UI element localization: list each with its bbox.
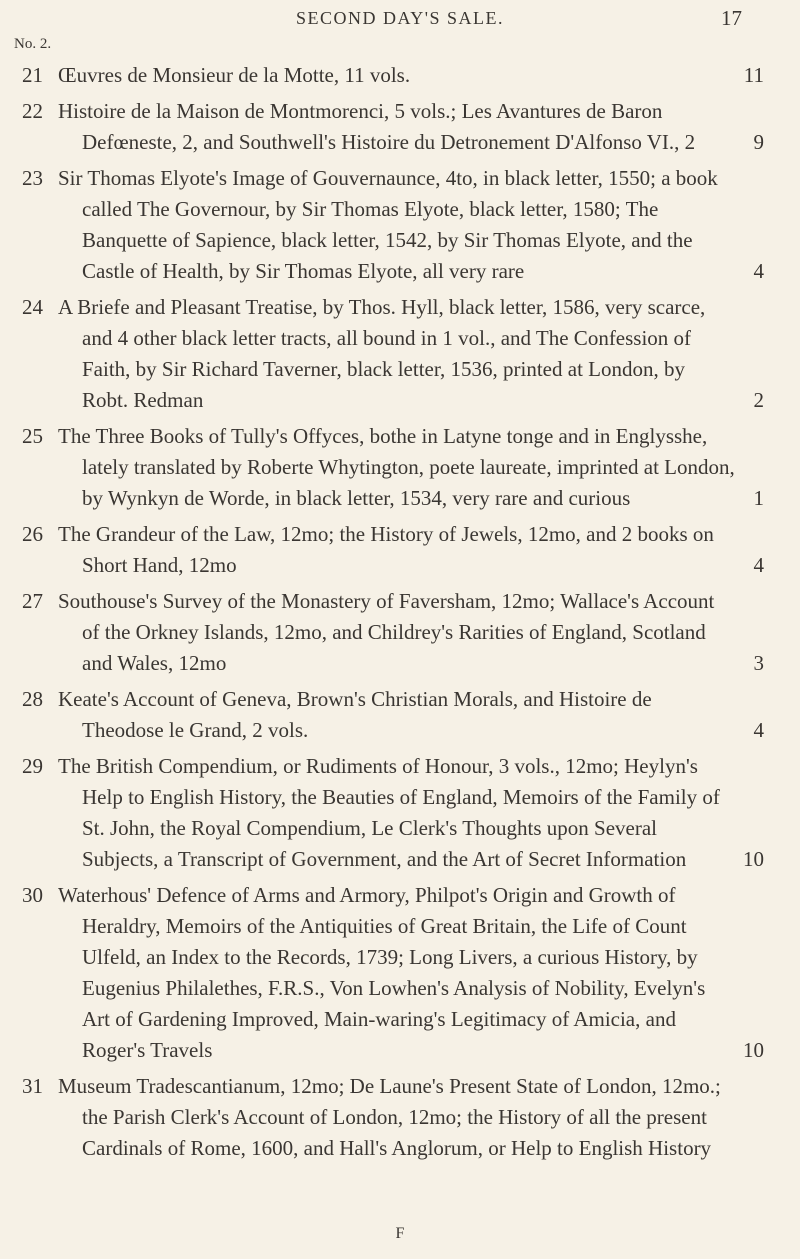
- lot-description: Histoire de la Maison de Montmorenci, 5 vols.; Les Avantures de Baron Defœneste, 2, and Southwell's Histoire du Detronement D'Alfonso VI., 2: [58, 99, 696, 154]
- lot-description: The Grandeur of the Law, 12mo; the History of Jewels, 12mo, and 2 books on Short Hand, 12mo: [58, 522, 714, 577]
- lot-entry: [0, 684, 800, 746]
- page-number: 17: [721, 6, 742, 30]
- lot-description: Keate's Account of Geneva, Brown's Christian Morals, and Histoire de Theodose le Grand, 2 vols.: [58, 687, 652, 742]
- lot-number: 26: [22, 522, 43, 546]
- lot-description: Southouse's Survey of the Monastery of Faversham, 12mo; Wallace's Account of the Orkney Islands, 12mo, and Childrey's Rarities of England, Scotland and Wales, 12mo: [58, 589, 715, 675]
- lot-number: 31: [22, 1074, 43, 1098]
- lot-description: The British Compendium, or Rudiments of Honour, 3 vols., 12mo; Heylyn's Help to English History, the Beauties of England, Memoirs of the Family of St. John, the Royal Compendium, Le Clerk's Thoughts upon Several Subjects, a Transcript of Government, and the Art of Secret Information: [58, 754, 720, 871]
- lot-price: 11: [743, 63, 764, 87]
- lot-description: Sir Thomas Elyote's Image of Gouvernaunce, 4to, in black letter, 1550; a book called The Governour, by Sir Thomas Elyote, black letter, 1580; The Banquette of Sapience, black letter, 1542, by Sir Thomas Elyote, and the Castle of Health, by Sir Thomas Elyote, all very rare: [58, 166, 718, 283]
- lot-price: 10: [743, 847, 764, 871]
- lot-description: Museum Tradescantianum, 12mo; De Laune's Present State of London, 12mo.; the Parish Clerk's Account of London, 12mo; the History of all the present Cardinals of Rome, 1600, and Hall's Anglorum, or Help to English History: [58, 1074, 721, 1160]
- lot-number: 21: [22, 63, 43, 87]
- lot-number: 27: [22, 589, 43, 613]
- lot-price: 3: [753, 651, 764, 675]
- lot-entry: [0, 421, 800, 514]
- lot-entry: [0, 60, 800, 91]
- lot-price: 4: [753, 718, 764, 742]
- lot-number: 22: [22, 99, 43, 123]
- lot-list: [0, 60, 800, 1169]
- lot-entry: [0, 519, 800, 581]
- lot-description: A Briefe and Pleasant Treatise, by Thos. Hyll, black letter, 1586, very scarce, and 4 other black letter tracts, all bound in 1 vol., and The Confession of Faith, by Sir Richard Taverner, black letter, 1536, printed at London, by Robt. Redman: [58, 295, 706, 412]
- lot-entry: [0, 880, 800, 1066]
- lot-price: 10: [743, 1038, 764, 1062]
- lot-number: 28: [22, 687, 43, 711]
- running-head: [0, 4, 800, 38]
- lot-description: Œuvres de Monsieur de la Motte, 11 vols.: [58, 63, 411, 87]
- lot-entry: [0, 96, 800, 158]
- lot-entry: [0, 163, 800, 287]
- catalogue-number: No. 2.: [14, 36, 52, 52]
- lot-price: 4: [753, 259, 764, 283]
- lot-entry: [0, 1071, 800, 1164]
- lot-description: Waterhous' Defence of Arms and Armory, Philpot's Origin and Growth of Heraldry, Memoirs of the Antiquities of Great Britain, the Life of Count Ulfeld, an Index to the Records, 1739; Long Livers, a curious History, by Eugenius Philalethes, F.R.S., Von Lowhen's Analysis of Nobility, Evelyn's Art of Gardening Improved, Main-waring's Legitimacy of Amicia, and Roger's Travels: [58, 883, 706, 1062]
- lot-entry: [0, 292, 800, 416]
- lot-number: 24: [22, 295, 43, 319]
- lot-number: 25: [22, 424, 43, 448]
- lot-description: The Three Books of Tully's Offyces, bothe in Latyne tonge and in Englysshe, lately translated by Roberte Whytington, poete laureate, imprinted at London, by Wynkyn de Worde, in black letter, 1534, very rare and curious: [58, 424, 735, 510]
- running-title: SECOND DAY'S SALE.: [295, 8, 505, 28]
- lot-price: 1: [753, 486, 764, 510]
- lot-entry: [0, 586, 800, 679]
- lot-price: 9: [753, 130, 764, 154]
- signature-mark: F: [395, 1225, 405, 1242]
- lot-number: 29: [22, 754, 43, 778]
- lot-price: 4: [753, 553, 764, 577]
- lot-number: 23: [22, 166, 43, 190]
- lot-number: 30: [22, 883, 43, 907]
- lot-entry: [0, 751, 800, 875]
- lot-price: 2: [753, 388, 764, 412]
